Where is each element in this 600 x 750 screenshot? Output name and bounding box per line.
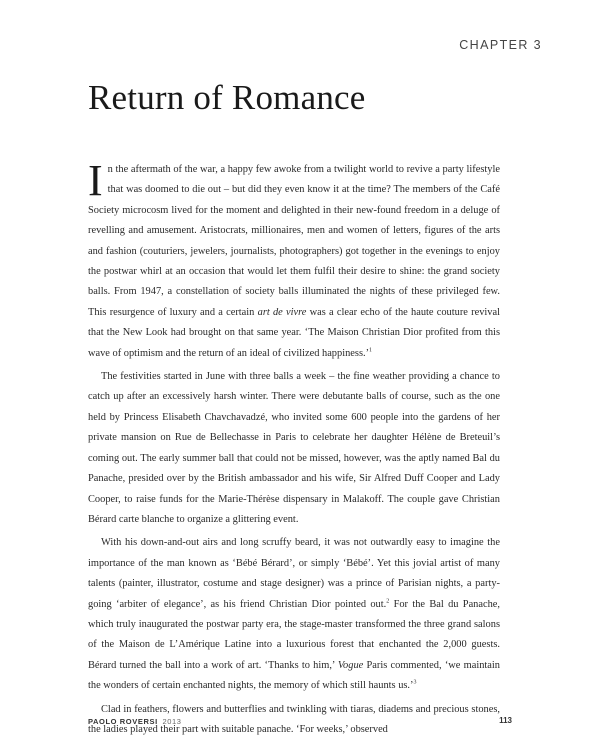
paragraph-1-italic: art de vivre [257, 306, 307, 318]
footnote-ref-2: 2 [386, 598, 390, 605]
paragraph-3 [88, 533, 500, 696]
footer-author: PAOLO ROVERSI [88, 717, 158, 726]
footer-credit [88, 717, 182, 726]
paragraph-1-text-b: was a clear echo of the haute couture revival that the New Look had brought on that same year. ‘The Maison Christian Dior profited from this wave of optimism and the return of an ideal of civilized happiness.’ [88, 306, 500, 359]
paragraph-1 [88, 156, 500, 364]
paragraph-3-text-b: For the Bal du Panache, which truly inaugurated the postwar party era, the stage-master transformed the three grand salons of the Maison de L’Amérique Latine into a luxurious forest that enchanted the 2,000 guests. Bérard turned the ball into a work of art. ‘Thanks to him,’ [88, 598, 500, 671]
paragraph-4: Clad in feathers, flowers and butterflies and twinkling with tiaras, diadems and precious stones, the ladies played their part with suitable panache. ‘For weeks,’ observed [88, 703, 500, 735]
footnote-ref-3: 3 [413, 679, 417, 686]
footnote-ref-1: 1 [369, 347, 373, 354]
drop-cap: I [88, 156, 103, 205]
chapter-title: Return of Romance [88, 78, 366, 117]
body-text [88, 156, 500, 743]
paragraph-3-italic: Vogue [337, 659, 364, 671]
paragraph-2: The festivities started in June with three balls a week – the fine weather providing a chance to catch up after an excessively harsh winter. There were debutante balls of course, such as the one held by Princess Elisabeth Chavchavadzé, who invited some 600 people into the gardens of her private mansion on Rue de Bellechasse in Paris to celebrate her daughter Hélène de Breteuil’s coming out. The early summer ball that could not be missed, however, was the aptly named Bal du Panache, presided over by the British ambassador and his wife, Sir Alfred Duff Cooper and Lady Cooper, to raise funds for the Marie-Thérèse dispensary in Malakoff. The couple gave Christian Bérard carte blanche to organize a glittering event. [88, 371, 500, 525]
page-number: 113 [499, 716, 512, 725]
chapter-label: CHAPTER 3 [459, 38, 542, 52]
paragraph-3-text-c: Paris commented, ‘we maintain the wonders of certain enchanted nights, the memory of which still haunts us.’ [88, 659, 500, 692]
paragraph-1-text-a: n the aftermath of the war, a happy few awoke from a twilight world to revive a party lifestyle that was doomed to die out – but did they even know it at the time? The members of the Café Society microcosm lived for the moment and delighted in their new-found freedom in a deluge of revelling and amusement. Aristocrats, millionaires, men and women of letters, figures of the arts and fashion (couturiers, jewelers, journalists, photographers) got together in the evenings to enjoy the postwar whirl at an occasion that would let them fulfil their desire to shine: the grand society balls. From 1947, a constellation of society balls illuminated the nights of these privileged few. This resurgence of luxury and a certain [88, 164, 500, 318]
footer-year: 2013 [162, 717, 182, 726]
paragraph-3-text-a: With his down-and-out airs and long scruffy beard, it was not outwardly easy to imagine the importance of the man known as ‘Bébé Bérard’, or simply ‘Bébé’. Yet this jovial artist of many talents (painter, illustrator, costume and stage designer) was a prince of Parisian nights, a party-going ‘arbiter of elegance’, as his friend Christian Dior pointed out. [88, 537, 500, 610]
